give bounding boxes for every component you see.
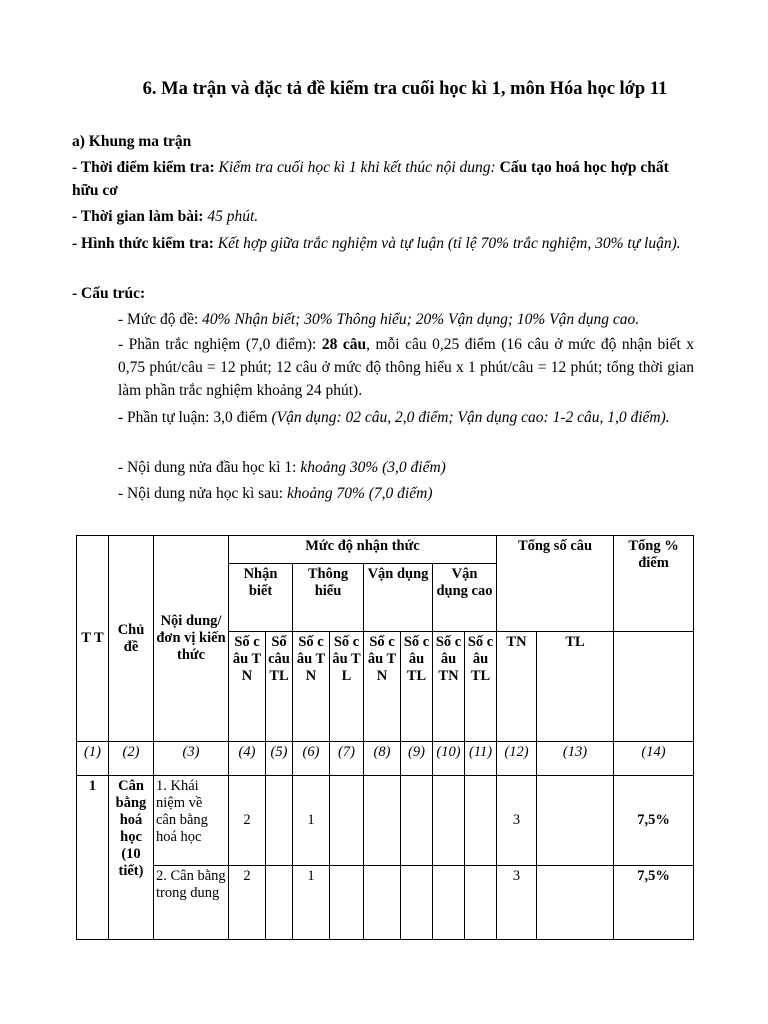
header-topic: Chủ đề [109, 536, 154, 742]
cell-empty [266, 776, 293, 866]
header-nhan-biet: Nhận biết [229, 564, 293, 632]
col-number: (5) [266, 742, 293, 776]
form-line: - Hình thức kiểm tra: Kết hợp giữa trắc nghiệm và tự luận (tỉ lệ 70% trắc nghiệm, 30% tự luận). [72, 235, 681, 252]
col-number: (13) [537, 742, 614, 776]
structure-label: - Cấu trúc: [72, 285, 146, 302]
header-tt: T T [77, 536, 109, 742]
sub-header: Số câu TL [266, 632, 293, 742]
sub-header: Số câu TN [293, 632, 330, 742]
cell-empty [401, 776, 433, 866]
col-number: (3) [154, 742, 229, 776]
row-topic: Cân bằng hoá học (10 tiết) [109, 776, 154, 940]
header-thong-hieu: Thông hiểu [293, 564, 364, 632]
second-half-line: - Nội dung nửa học kì sau: khoảng 70% (7,0 điểm) [118, 485, 433, 502]
mcq-line: - Phần trắc nghiệm (7,0 điểm): 28 câu, mỗi câu 0,25 điểm (16 câu ở mức độ nhận biết x 0,75 phút/câu = 12 phút; 12 câu ở mức độ thông hiểu x 1 phút/câu = 12 phút; tổng thời gian làm phần trắc nghiệm khoảng 24 phút). [118, 336, 694, 399]
time-point-line: - Thời điểm kiểm tra: Kiểm tra cuối học kì 1 khi kết thúc nội dung: Cấu tạo hoá học hợp chất hữu cơ [72, 159, 669, 199]
col-number: (4) [229, 742, 266, 776]
cell-percent: 7,5% [614, 776, 694, 866]
header-cognitive-level: Mức độ nhận thức [229, 536, 497, 564]
cell-empty [465, 776, 497, 866]
sub-header: Số câu TL [401, 632, 433, 742]
sub-header: Số câu TL [465, 632, 497, 742]
cell-empty [330, 776, 364, 866]
header-van-dung: Vận dụng [364, 564, 433, 632]
sub-header-tn: TN [497, 632, 537, 742]
first-half-line: - Nội dung nửa đầu học kì 1: khoảng 30% (3,0 điểm) [118, 459, 446, 476]
section-heading: a) Khung ma trận [72, 133, 192, 150]
cell-empty [465, 866, 497, 940]
cell-th-tn: 1 [293, 866, 330, 940]
col-number: (12) [497, 742, 537, 776]
sub-header: Số câu TN [364, 632, 401, 742]
cell-empty [433, 866, 465, 940]
cell-empty [537, 866, 614, 940]
sub-header: Số câu TN [229, 632, 266, 742]
header-total-questions: Tổng số câu [497, 536, 614, 632]
levels-line: - Mức độ đề: 40% Nhận biết; 30% Thông hiểu; 20% Vận dụng; 10% Vận dụng cao. [118, 311, 640, 328]
duration-line: - Thời gian làm bài: 45 phút. [72, 208, 259, 225]
essay-line: - Phần tự luận: 3,0 điểm (Vận dụng: 02 câu, 2,0 điểm; Vận dụng cao: 1-2 câu, 1,0 điểm). [118, 409, 670, 426]
page-title: 6. Ma trận và đặc tả đề kiểm tra cuối học kì 1, môn Hóa học lớp 11 [142, 79, 668, 99]
sub-header-tl: TL [537, 632, 614, 742]
cell-th-tn: 1 [293, 776, 330, 866]
cell-empty [364, 776, 401, 866]
col-number: (8) [364, 742, 401, 776]
cell-empty [330, 866, 364, 940]
col-number: (14) [614, 742, 694, 776]
col-number: (11) [465, 742, 497, 776]
row-content: 1. Khái niệm về cân bằng hoá học [154, 776, 229, 866]
col-number: (7) [330, 742, 364, 776]
col-number: (9) [401, 742, 433, 776]
header-van-dung-cao: Vận dụng cao [433, 564, 497, 632]
cell-empty [266, 866, 293, 940]
row-tt: 1 [77, 776, 109, 940]
col-number: (1) [77, 742, 109, 776]
matrix-table [76, 535, 694, 940]
col-number: (2) [109, 742, 154, 776]
cell-nb-tn: 2 [229, 866, 266, 940]
sub-header-empty [614, 632, 694, 742]
cell-empty [433, 776, 465, 866]
sub-header: Số câu TN [433, 632, 465, 742]
col-number: (6) [293, 742, 330, 776]
cell-total-tn: 3 [497, 866, 537, 940]
cell-empty [364, 866, 401, 940]
cell-total-tn: 3 [497, 776, 537, 866]
header-total-percent: Tổng % điểm [614, 536, 694, 632]
row-content: 2. Cân bằng trong dung [154, 866, 229, 940]
cell-empty [401, 866, 433, 940]
sub-header: Số câu TL [330, 632, 364, 742]
cell-percent: 7,5% [614, 866, 694, 940]
header-content: Nội dung/đơn vị kiến thức [154, 536, 229, 742]
cell-nb-tn: 2 [229, 776, 266, 866]
col-number: (10) [433, 742, 465, 776]
cell-empty [537, 776, 614, 866]
